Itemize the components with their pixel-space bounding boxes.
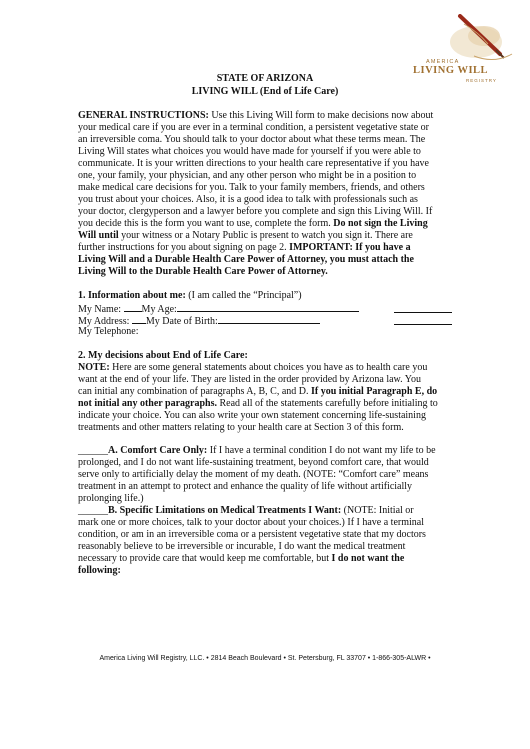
section2-heading: 2. My decisions about End of Life Care: <box>78 350 248 361</box>
dob-field[interactable] <box>218 314 320 324</box>
document-title: LIVING WILL (End of Life Care) <box>191 86 339 97</box>
america-living-will-registry-logo <box>404 14 516 83</box>
option-a-title: A. Comfort Care Only: <box>108 445 208 456</box>
state-heading: STATE OF ARIZONA <box>216 73 314 84</box>
age-label: My Age: <box>141 304 177 315</box>
logo-sub-text: REGISTRY <box>466 78 497 83</box>
option-b: ______B. Specific Limitations on Medical Treatments I Want: (NOTE: Initial or mark one or more choices, talk to your doctor about your choices.) If I have a terminal condition, or am in an irreversible coma or a persistent vegetative state that my doctors reasonably believe to be irreversible or incurable, I do want the medical treatment necessary to provide care that would keep me comfortable, but I do not want the following: <box>78 505 426 576</box>
address-label: My Address: <box>78 316 130 327</box>
option-b-title: B. Specific Limitations on Medical Treatments I Want: <box>108 505 342 516</box>
logo-main-text: LIVING WILL <box>413 65 489 76</box>
section2: 2. My decisions about End of Life Care: NOTE: Here are some general statements about choices you have as to health care you want at the end of your life. They are listed in the order provided by Arizona law. You can initial any combination of paragraphs A, B, C, and D. If you initial Paragraph E, do not initial any other paragraphs. Read all of the statements carefully before initialing to indicate your choice. You can also write your own statement concerning life-sustaining treatments and other matters relating to your health care at Section 3 of this form. <box>78 350 438 433</box>
extra-blank-1[interactable] <box>394 311 452 313</box>
option-a-initial-blank[interactable]: ______ <box>78 445 108 456</box>
address-field[interactable] <box>132 314 146 324</box>
age-field[interactable] <box>177 302 359 312</box>
extra-blank-2[interactable] <box>394 323 452 325</box>
option-a: ______A. Comfort Care Only: If I have a terminal condition I do not want my life to be prolonged, and I do not want life-sustaining treatment, beyond comfort care, that would serve only to artificially delay the moment of my death. (NOTE: “Comfort care” means treatment in an attempt to protect and enhance the quality of life without artificially prolonging life.) <box>78 445 436 504</box>
general-instructions: GENERAL INSTRUCTIONS: Use this Living Will form to make decisions now about your medical care if you are ever in a terminal condition, a persistent vegetative state or an irreversible coma. You should talk to your doctor about what these terms mean. The Living Will states what choices you would have made for yourself if you were able to communicate. It is your written directions to your health care representative if you have one, your family, your physician, and any other person who might be in a position to make medical care decisions for you. Talk to your family members, friends, and others you trust about your choices. Also, it is a good idea to talk with professionals such as your doctor, clergyperson and a lawyer before you complete and sign this Living Will. If you decide this is the form you want to use, complete the form. Do not sign the Living Will until your witness or a Notary Public is present to watch you sign it. There are further instructions for you about signing on page 2. IMPORTANT: If you have a Living Will and a Durable Health Care Power of Attorney, you must attach the Living Will to the Durable Health Care Power of Attorney. <box>78 110 434 277</box>
option-b-initial-blank[interactable]: ______ <box>78 505 108 516</box>
dob-label: My Date of Birth: <box>145 316 218 327</box>
section1-heading: 1. Information about me: (I am called the “Principal”) <box>78 290 302 301</box>
footer-address: America Living Will Registry, LLC. • 2814 Beach Boulevard • St. Petersburg, FL 33707 • 1-866-305-ALWR • <box>99 655 431 662</box>
instructions-heading: GENERAL INSTRUCTIONS: <box>78 110 209 121</box>
logo-top-text: AMERICA <box>426 59 460 65</box>
telephone-label: My Telephone: <box>78 326 139 337</box>
telephone-row <box>78 326 139 338</box>
name-field[interactable] <box>124 302 142 312</box>
name-label: My Name: <box>78 304 122 315</box>
